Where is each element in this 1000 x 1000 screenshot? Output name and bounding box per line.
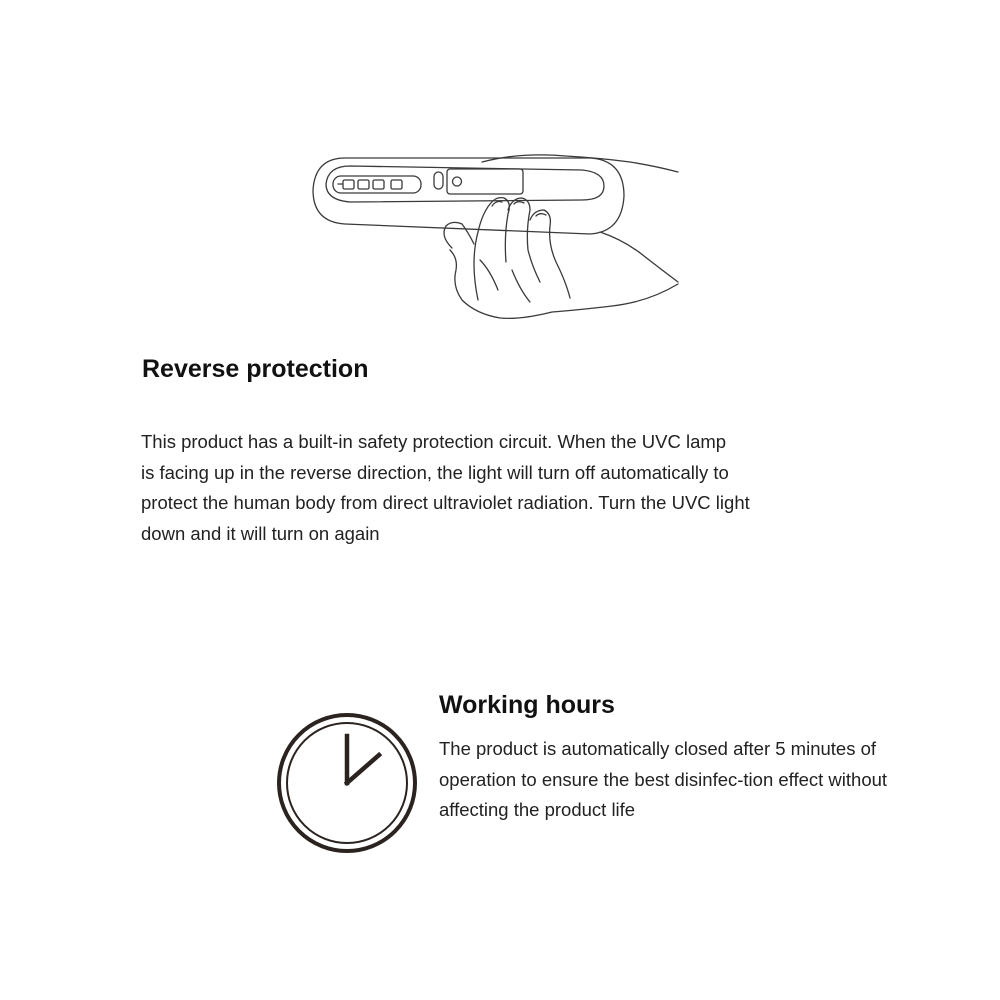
reverse-protection-line: is facing up in the reverse direction, the light will turn off automatically to xyxy=(141,461,729,483)
sensor-slot xyxy=(434,172,443,189)
reverse-protection-title: Reverse protection xyxy=(142,355,369,383)
working-hours-line: The product is automatically closed after 5 minutes of xyxy=(439,738,877,759)
lamp-inner-channel xyxy=(326,166,604,202)
ring-finger xyxy=(530,210,570,298)
index-finger xyxy=(474,198,509,300)
reverse-protection-line: protect the human body from direct ultraviolet radiation. Turn the UVC light xyxy=(141,492,750,513)
uv-lamp-window xyxy=(333,176,421,193)
power-button xyxy=(453,177,462,186)
middle-finger xyxy=(508,198,540,282)
reverse-protection-line: This product has a built-in safety protection circuit. When the UVC lamp xyxy=(141,431,727,452)
working-hours-description xyxy=(439,734,887,826)
working-hours-line: affecting the product life xyxy=(439,799,636,820)
clock-icon xyxy=(276,712,418,854)
clock-minute-hand xyxy=(347,755,379,783)
working-hours-line: operation to ensure the best disinfec-tion effect without xyxy=(439,768,888,790)
working-hours-title: Working hours xyxy=(439,691,615,719)
thumb xyxy=(444,222,474,248)
hand-holding-uvc-lamp-icon xyxy=(300,140,690,340)
switch-plate xyxy=(447,169,523,194)
reverse-protection-description xyxy=(141,427,750,549)
palm-contour xyxy=(450,250,678,318)
reverse-protection-line: down and it will turn on again xyxy=(141,522,380,544)
